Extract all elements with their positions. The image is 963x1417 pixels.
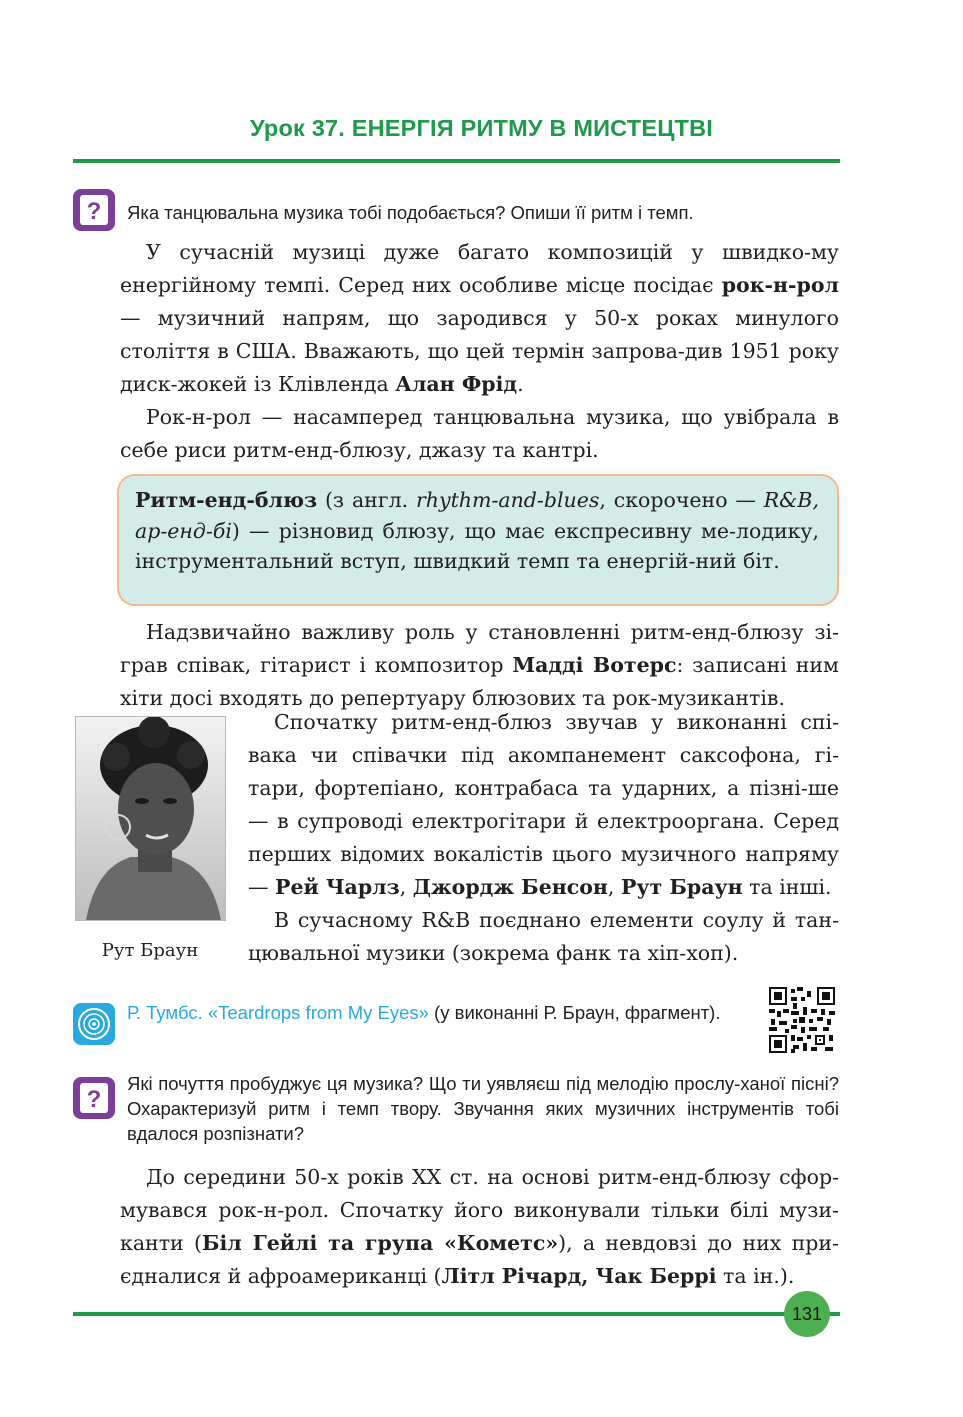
svg-text:?: ? bbox=[86, 198, 102, 225]
intro-text bbox=[120, 236, 839, 467]
page-title: Урок 37. ЕНЕРГІЯ РИТМУ В МИСТЕЦТВІ bbox=[249, 115, 714, 141]
paragraph-6: До середини 50-х років XX ст. на основі ритм-енд-блюзу сфор-мувався рок-н-рол. Спочатку його виконували тільки білі музи-канти (Біл Гейлі та група «Кометс»), а невдовзі до них при-єдналися й афроамериканці (Літл Річард, Чак Беррі та ін.). bbox=[120, 1165, 839, 1288]
definition-box bbox=[117, 474, 839, 606]
question-mark-icon bbox=[72, 188, 116, 232]
paragraph-2: Рок-н-рол — насамперед танцювальна музика, що увібрала в себе риси ритм-енд-блюзу, джазу та кантрі. bbox=[120, 405, 839, 462]
ruth-brown-photo bbox=[75, 716, 226, 921]
footer-rule bbox=[73, 1312, 840, 1316]
audio-disc-icon[interactable] bbox=[72, 1002, 116, 1046]
title-rule bbox=[73, 159, 840, 163]
definition-text: Ритм-енд-блюз (з англ. rhythm-and-blues, скорочено — R&B, ар-енд-бі) — різновид блюзу, що має експресивну ме-лодику, інструментальний вступ, швидкий темп та енергій-ний біт. bbox=[135, 488, 819, 573]
paragraph-1: У сучасній музиці дуже багато композицій у швидко-му енергійному темпі. Серед них особливе місце посідає рок-н-рол — музичний напрям, що зародився у 50-х роках минулого століття в США. Вважають, що цей термін запрова-див 1951 року диск-жокей із Клівленда Алан Фрід. bbox=[120, 240, 839, 396]
photo-caption: Рут Браун bbox=[101, 940, 199, 961]
paragraph-3: Надзвичайно важливу роль у становленні ритм-енд-блюзу зі-грав співак, гітарист і композитор Мадді Вотерс: записані ним хіти досі входять до репертуару блюзових та рок-музикантів. bbox=[120, 620, 839, 710]
listening-text: Р. Тумбс. «Teardrops from My Eyes» (у виконанні Р. Браун, фрагмент). bbox=[127, 1002, 721, 1023]
paragraph-4: Спочатку ритм-енд-блюз звучав у виконанні спі-вака чи співачки під акомпанемент саксофона, гі-тари, фортепіано, контрабаса та ударних, а пізні-ше — в супроводі електрогітари й електрооргана. Серед перших відомих вокалістів цього музичного напряму — Рей Чарлз, Джордж Бенсон, Рут Браун та інші. В сучасному R&B поєднано елементи соулу й тан-цювальної музики (зокрема фанк та хіп-хоп). bbox=[248, 706, 839, 970]
page-number: 131 bbox=[784, 1291, 830, 1337]
svg-text:?: ? bbox=[86, 1086, 102, 1113]
question-2-text: Які почуття пробуджує ця музика? Що ти уявляєш під мелодію прослу-ханої пісні? Охарактеризуй ритм і темп твору. Звучання яких музичних інструментів тобі вдалося розпізнати? bbox=[127, 1073, 839, 1144]
question-mark-icon bbox=[72, 1076, 116, 1120]
listening-link[interactable]: Р. Тумбс. «Teardrops from My Eyes» bbox=[127, 1002, 429, 1023]
question-1-text: Яка танцювальна музика тобі подобається? Опиши її ритм і темп. bbox=[127, 202, 694, 223]
paragraph-5: В сучасному R&B поєднано елементи соулу й тан-цювальної музики (зокрема фанк та хіп-хоп). bbox=[248, 908, 839, 965]
qr-code[interactable] bbox=[769, 987, 835, 1053]
